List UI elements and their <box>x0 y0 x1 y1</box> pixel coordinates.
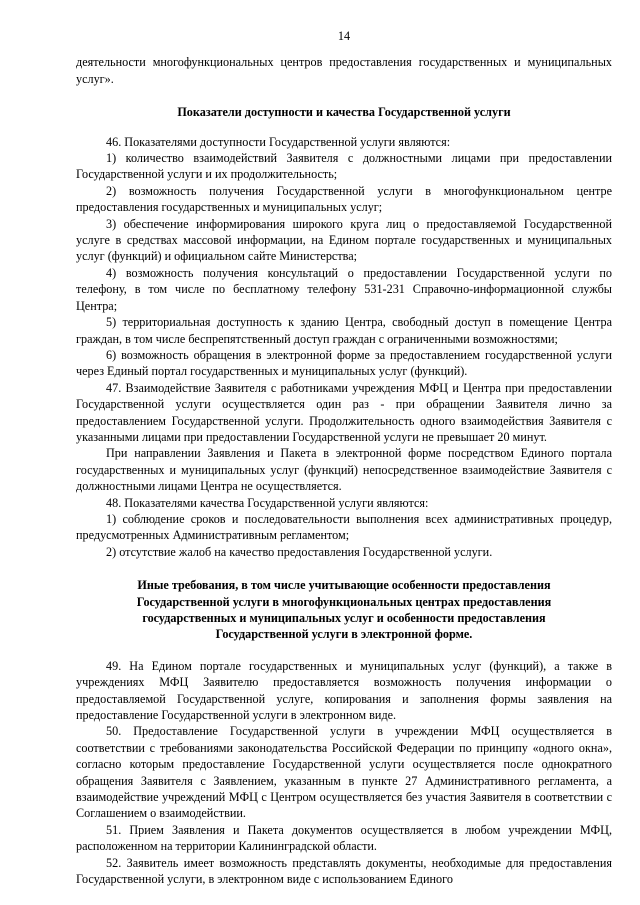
paragraph-51: 51. Прием Заявления и Пакета документов осуществляется в любом учреждении МФЦ, расположенном на территории Калининградской области. <box>76 822 612 854</box>
list-item-46-6: 6) возможность обращения в электронной форме за предоставлением государственной услуги через Единый портал государственных и муниципальных услуг (функций). <box>76 347 612 379</box>
section-heading-other-requirements <box>76 577 612 643</box>
paragraph-47: 47. Взаимодействие Заявителя с работниками учреждения МФЦ и Центра при предоставлении Государственной услуги осуществляется один раз - при обращении Заявителя лично за предоставлением Государственной услуги. Продолжительность одного взаимодействия Заявителя с указанными лицами при предоставлении Государственной услуги не превышает 20 минут. <box>76 380 612 444</box>
list-item-48-2: 2) отсутствие жалоб на качество предоставления Государственной услуги. <box>106 544 493 559</box>
heading-line-3: государственных и муниципальных услуг и особенности предоставления <box>142 611 546 625</box>
heading-line-1: Иные требования, в том числе учитывающие особенности предоставления <box>137 578 551 593</box>
paragraph-49: 49. На Едином портале государственных и муниципальных услуг (функций), а также в учреждениях МФЦ Заявителю предоставляется возможность получения информации о предоставляемой Государственной услуге, копирования и заполнения формы заявления на предоставление Государственной услуги в электронном виде. <box>76 658 612 723</box>
heading-line-2: Государственной услуги в многофункциональных центрах предоставления <box>136 594 552 609</box>
list-item-46-5: 5) территориальная доступность к зданию Центра, свободный доступ в помещение Центра граждан, в том числе беспрепятственный доступ граждан с ограниченными возможностями; <box>76 315 612 346</box>
paragraph-52: 52. Заявитель имеет возможность представлять документы, необходимые для предоставления Государственной услуги, в электронном виде с использованием Единого <box>76 855 612 887</box>
section-heading-accessibility: Показатели доступности и качества Государственной услуги <box>177 105 511 120</box>
list-item-46-2: 2) возможность получения Государственной услуги в многофункциональном центре предоставления государственных и муниципальных услуг; <box>76 183 612 215</box>
paragraph-46: 46. Показателями доступности Государственной услуги являются: <box>106 134 451 149</box>
heading-line-4: Государственной услуги в электронной форме. <box>215 627 473 642</box>
page-number: 14 <box>337 29 351 43</box>
paragraph-48: 48. Показателями качества Государственной услуги являются: <box>106 495 429 510</box>
paragraph-50: 50. Предоставление Государственной услуги в учреждении МФЦ осуществляется в соответствии с требованиями законодательства Российской Федерации по принципу «одного окна», согласно которым предоставление Государственной услуги осуществляется после однократного обращения Заявителя с Заявлением, указанным в пункте 27 Административного регламента, а взаимодействие учреждений МФЦ с Центром осуществляется без участия Заявителя в соответствии с Соглашением о взаимодействии. <box>76 724 612 821</box>
list-item-46-4: 4) возможность получения консультаций о предоставлении Государственной услуги по телефону, в том числе по бесплатному телефону 531-231 Справочно-информационной службы Центра; <box>76 265 612 313</box>
list-item-46-1: 1) количество взаимодействий Заявителя с должностными лицами при предоставлении Государственной услуги и их продолжительность; <box>76 151 612 182</box>
continuation-paragraph: деятельности многофункциональных центров предоставления государственных и муниципальных услуг». <box>76 55 612 86</box>
list-item-46-3: 3) обеспечение информирования широкого круга лиц о предоставляемой Государственной услуге в средствах массовой информации, на Едином портале государственных и муниципальных услуг (функций) и официальном сайте Министерства; <box>76 216 612 264</box>
list-item-48-1: 1) соблюдение сроков и последовательности выполнения всех административных процедур, предусмотренных Административным регламентом; <box>76 511 612 543</box>
paragraph-47-electronic: При направлении Заявления и Пакета в электронной форме посредством Единого портала государственных и муниципальных услуг (функций) непосредственное взаимодействие Заявителя с должностными лицами Центра не осуществляется. <box>76 446 612 494</box>
